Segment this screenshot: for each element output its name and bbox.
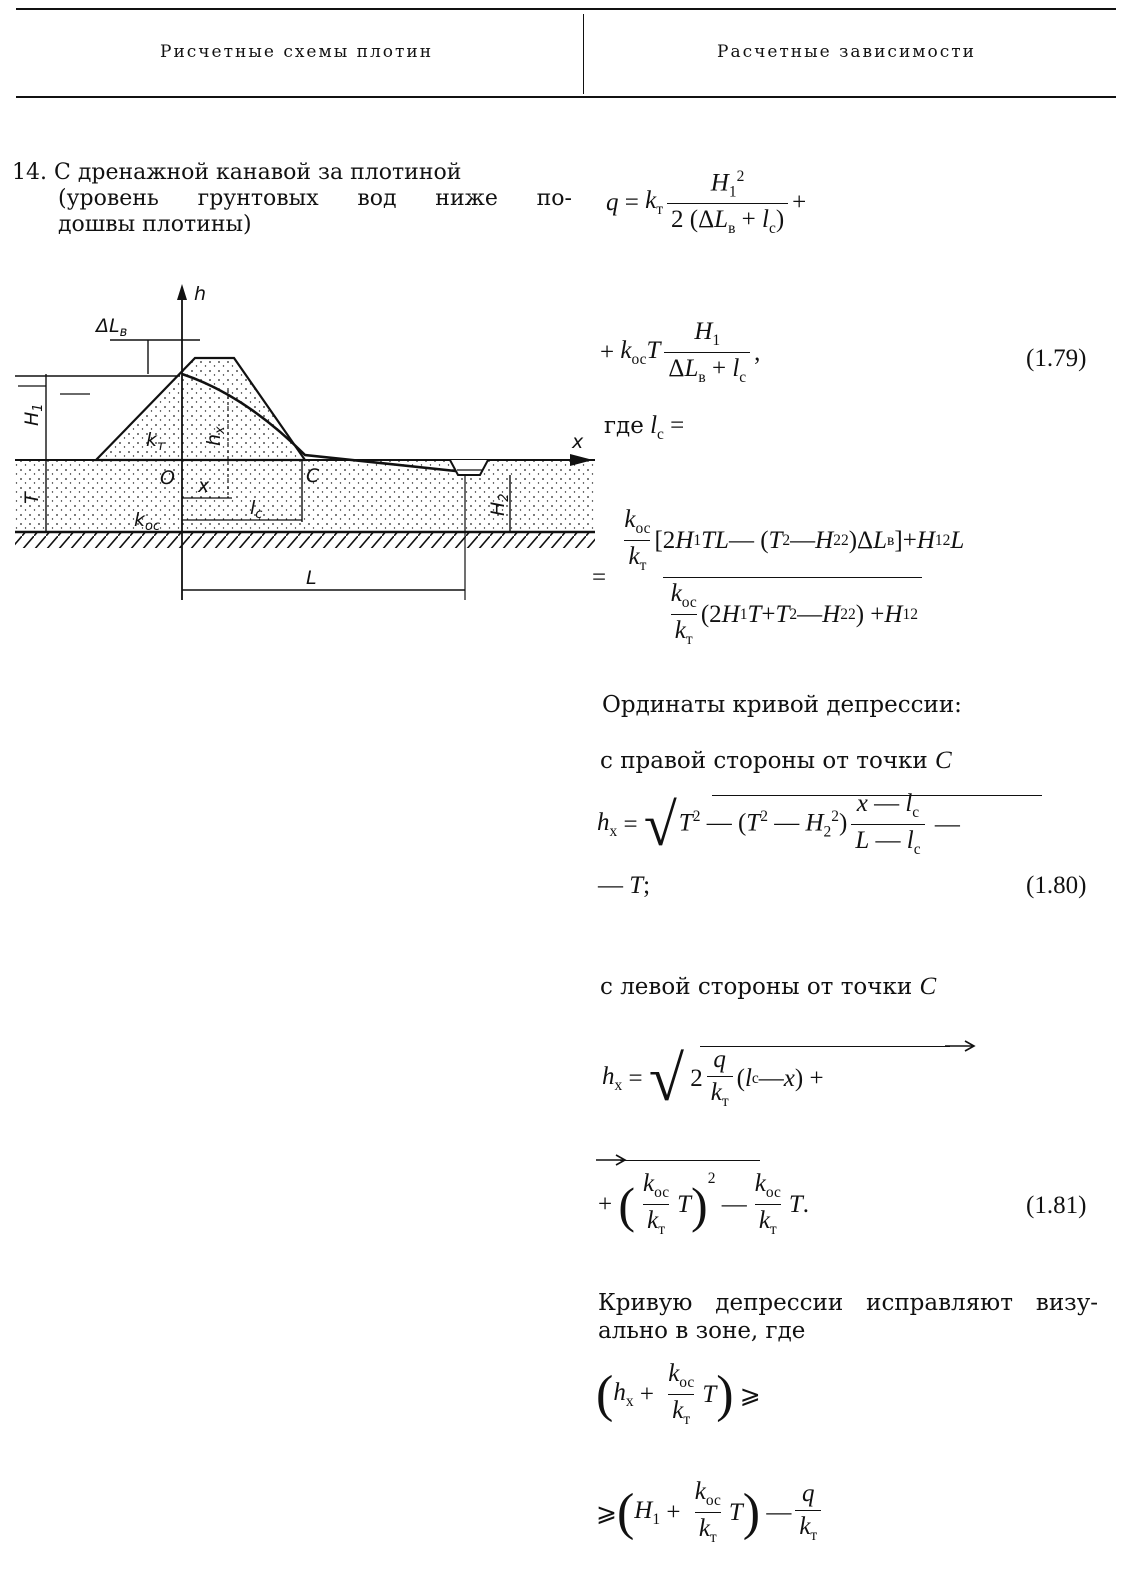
bedrock-hatch (15, 532, 595, 548)
eq-lc-fraction: = $\frac{k_{ос}}{k_т}$ [2 H 1 TL — ( T 2 — H 2 2 )Δ L в ]+ H 1 2 L $\frac{k_{ос}}{k_т}$ (2 H 1 T + T 2 — H 2 2 ) + H 1 2 (592, 506, 965, 648)
header-bottom-rule (16, 96, 1116, 98)
eq-hx-right: $h_x$ = √ $T^2$ — ($T^2$ — $H_2^2$) $\frac{x — l_c}{L — l_c}$ — (597, 790, 960, 858)
sqrt-bar-1-81-cont (620, 1160, 760, 1161)
label-kt: $k_т$ (146, 429, 165, 454)
label-H1: $H_1$ (21, 403, 46, 426)
item-line2: (уровень грунтовых вод ниже по- (58, 186, 572, 211)
right-side-text: с правой стороны от точки C (600, 747, 952, 774)
dam-diagram (10, 270, 600, 610)
h-axis-arrow (177, 284, 187, 300)
label-O: O (160, 467, 175, 489)
item-line1: С дренажной канавой за плотиной (54, 160, 462, 185)
eq-number-1-79: (1.79) (1026, 345, 1087, 372)
eq-q-part1: q = $k_т$ $\frac{H_1^2}{2 (\Delta L_в + l_c)}$ + (606, 168, 807, 238)
eq-q-part2: + $k_{ос}T$ $\frac{H_1}{\Delta L_в + l_c}$ , (600, 318, 761, 386)
correction-line2: ально в зоне, где (598, 1318, 806, 1344)
eq-lc-where: где $l_c$ = (604, 412, 685, 443)
label-dLb: $\Delta L_в$ (96, 315, 128, 340)
label-hx: $h_x$ (203, 426, 228, 446)
sqrt-bar-1-80 (712, 795, 1042, 796)
header-right: Расчетные зависимости (717, 42, 976, 62)
label-T: T (21, 492, 43, 504)
eq-number-1-80: (1.80) (1026, 872, 1087, 899)
ordinates-heading: Ординаты кривой депрессии: (602, 692, 962, 718)
item-title (12, 160, 572, 238)
label-H2: $H_2$ (487, 493, 512, 516)
label-x-axis: x (572, 431, 584, 453)
continuation-arrow-1 (945, 1036, 977, 1056)
eq-inequality-2: ⩾ ( $H_1$ + $\frac{k_{ос}}{k_т}$ T ) — $\frac{q}{k_т}$ (596, 1478, 825, 1547)
dam-body (96, 358, 305, 460)
header-divider (583, 14, 584, 94)
header-top-rule (16, 8, 1116, 10)
eq-hx-right-tail: — T; (598, 872, 651, 899)
drainage-ditch (450, 460, 488, 475)
eq-hx-left-part1: $h_x$ = √ 2 $\frac{q}{k_т}$ ( l c — x ) + (602, 1042, 824, 1114)
header-left: Рисчетные схемы плотин (160, 42, 434, 62)
item-line3: дошвы плотины) (58, 212, 252, 237)
eq-inequality-1: ( $h_x$ + $\frac{k_{ос}}{k_т}$ T ) ⩾ (596, 1360, 761, 1428)
sqrt-bar-1-81 (700, 1046, 950, 1047)
label-koc: $k_{ос}$ (134, 509, 161, 534)
left-side-text: с левой стороны от точки C (600, 973, 937, 1000)
label-lc: $l_c$ (250, 497, 263, 522)
label-h: h (194, 283, 207, 305)
label-C: C (306, 465, 320, 487)
label-x: x (198, 475, 210, 497)
eq-number-1-81: (1.81) (1026, 1192, 1087, 1219)
item-number: 14. (12, 160, 47, 185)
label-L: L (306, 567, 317, 589)
eq-hx-left-part2: + ( $\frac{k_{ос}}{k_т}$ T ) $^2$ — $\frac{k_{ос}}{k_т}$ T . (598, 1170, 809, 1238)
correction-line1: Кривую депрессии исправляют визу- (598, 1290, 1098, 1316)
